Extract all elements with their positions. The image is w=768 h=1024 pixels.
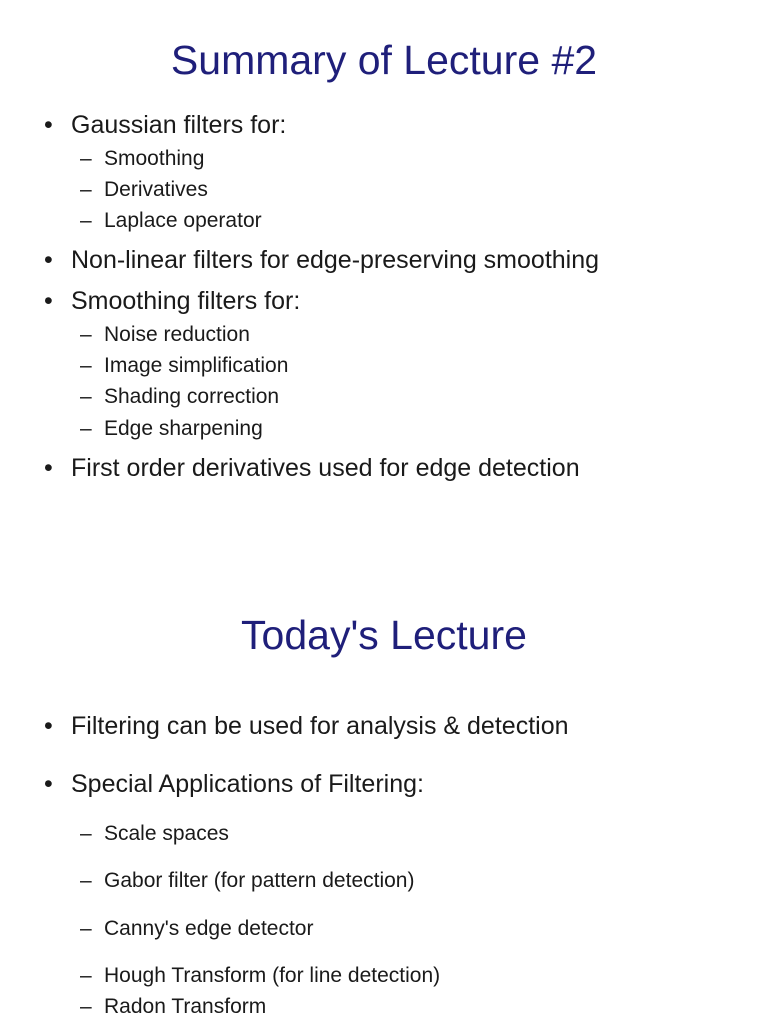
- dash-glyph: –: [80, 178, 92, 201]
- subitem-text: Hough Transform (for line detection): [104, 964, 441, 987]
- dash-glyph: –: [80, 354, 92, 377]
- slide1-subitem-3-4: [80, 416, 263, 442]
- dash-glyph: –: [80, 822, 92, 845]
- slide1-bullet-3: [44, 286, 300, 316]
- subitem-text: Noise reduction: [104, 323, 250, 346]
- slide2-subitem-2-5: [80, 994, 266, 1020]
- slide2-subitem-2-1: [80, 821, 229, 847]
- subitem-text: Derivatives: [104, 178, 208, 201]
- dash-glyph: –: [80, 417, 92, 440]
- dash-glyph: –: [80, 995, 92, 1018]
- slide2-bullet-1: [44, 711, 569, 741]
- dash-glyph: –: [80, 323, 92, 346]
- bullet-text: First order derivatives used for edge detection: [71, 454, 580, 482]
- subitem-text: Canny's edge detector: [104, 917, 314, 940]
- slide1-bullet-4: [44, 453, 580, 483]
- slide2-title: Today's Lecture: [241, 612, 527, 658]
- slide1-subitem-3-1: [80, 322, 250, 348]
- bullet-glyph: •: [44, 712, 53, 740]
- bullet-text: Non-linear filters for edge-preserving smoothing: [71, 246, 600, 274]
- slide1-subitem-1-2: [80, 177, 208, 203]
- slide2-bullet-2: [44, 769, 424, 799]
- slide1-bullet-1: [44, 110, 286, 140]
- subitem-text: Image simplification: [104, 354, 289, 377]
- slide2-subitem-2-4: [80, 963, 440, 989]
- subitem-text: Radon Transform: [104, 995, 267, 1018]
- bullet-text: Special Applications of Filtering:: [71, 770, 424, 798]
- subitem-text: Smoothing: [104, 147, 205, 170]
- dash-glyph: –: [80, 147, 92, 170]
- dash-glyph: –: [80, 385, 92, 408]
- slide1-title: Summary of Lecture #2: [170, 37, 598, 83]
- bullet-glyph: •: [44, 111, 53, 139]
- dash-glyph: –: [80, 917, 92, 940]
- bullet-text: Smoothing filters for:: [71, 287, 301, 315]
- subitem-text: Edge sharpening: [104, 417, 263, 440]
- slide1-subitem-1-1: [80, 146, 204, 172]
- slide1-bullet-2: [44, 245, 599, 275]
- bullet-glyph: •: [44, 246, 53, 274]
- bullet-glyph: •: [44, 770, 53, 798]
- subitem-text: Gabor filter (for pattern detection): [104, 869, 415, 892]
- dash-glyph: –: [80, 209, 92, 232]
- dash-glyph: –: [80, 964, 92, 987]
- slide1-subitem-1-3: [80, 208, 262, 234]
- bullet-text: Gaussian filters for:: [71, 111, 287, 139]
- bullet-text: Filtering can be used for analysis & detection: [71, 712, 569, 740]
- subitem-text: Shading correction: [104, 385, 280, 408]
- dash-glyph: –: [80, 869, 92, 892]
- bullet-glyph: •: [44, 287, 53, 315]
- bullet-glyph: •: [44, 454, 53, 482]
- subitem-text: Scale spaces: [104, 822, 229, 845]
- slide1-subitem-3-2: [80, 353, 288, 379]
- slide1-subitem-3-3: [80, 384, 279, 410]
- slide2-subitem-2-2: [80, 868, 414, 894]
- subitem-text: Laplace operator: [104, 209, 262, 232]
- slide2-subitem-2-3: [80, 916, 313, 942]
